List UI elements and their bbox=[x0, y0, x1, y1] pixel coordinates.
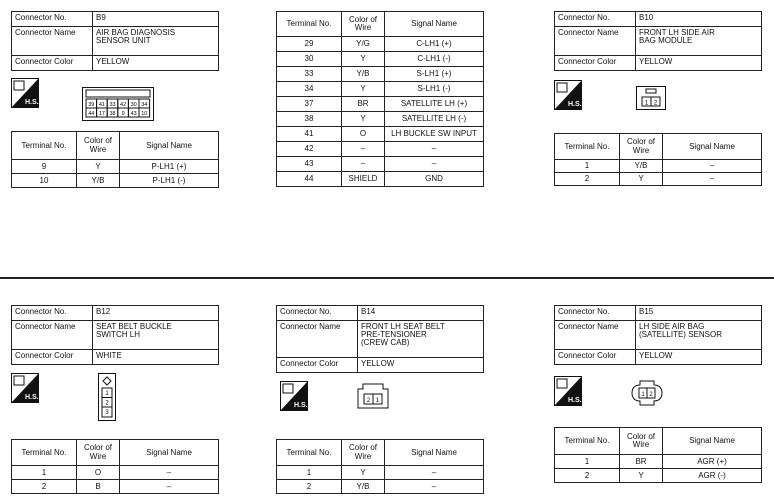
signal-name-cell: AGR (-) bbox=[663, 469, 762, 483]
name-line-2: SWITCH LH bbox=[96, 330, 140, 339]
pin-1: 1 bbox=[375, 398, 380, 404]
header-terminal-no: Terminal No. bbox=[12, 440, 77, 466]
pin-2: 2 bbox=[653, 100, 658, 107]
pin-label: 30 bbox=[130, 102, 137, 108]
pin-label: 17 bbox=[98, 111, 105, 117]
connector-b14-face-icon bbox=[355, 382, 391, 410]
pin-1: 1 bbox=[105, 391, 109, 397]
hs-label: H.S. bbox=[568, 101, 582, 108]
signal-name-cell: – bbox=[120, 480, 219, 494]
table-row bbox=[555, 455, 762, 469]
wire-color-cell: Y/B bbox=[342, 480, 385, 494]
terminal-cell: 9 bbox=[12, 160, 77, 174]
signal-name-cell: S-LH1 (-) bbox=[385, 82, 484, 97]
connector-color-value: YELLOW bbox=[636, 56, 762, 71]
table-row bbox=[277, 157, 484, 172]
wire-color-cell: Y/B bbox=[77, 174, 120, 188]
pin-label: 41 bbox=[98, 102, 105, 108]
connector-no-value: B12 bbox=[93, 306, 219, 321]
signal-name-cell: SATELLITE LH (+) bbox=[385, 97, 484, 112]
header-cw-2: Wire bbox=[354, 451, 372, 461]
table-row bbox=[277, 67, 484, 82]
header-signal-name: Signal Name bbox=[120, 440, 219, 466]
table-row bbox=[12, 466, 219, 480]
signal-name-cell: SATELLITE LH (-) bbox=[385, 112, 484, 127]
header-color-of-wire bbox=[620, 428, 663, 455]
wire-color-cell: B bbox=[77, 480, 120, 494]
connector-b15-face-icon bbox=[630, 378, 664, 408]
name-line-1: SEAT BELT BUCKLE bbox=[96, 322, 172, 331]
connector-b15-info bbox=[554, 305, 762, 365]
terminal-cell: 38 bbox=[277, 112, 342, 127]
pin-label: 42 bbox=[120, 102, 127, 108]
connector-no-value: B15 bbox=[636, 306, 762, 321]
name-line-1: FRONT LH SEAT BELT bbox=[361, 322, 445, 331]
pin-1: 1 bbox=[644, 100, 649, 107]
wire-color-cell: Y bbox=[342, 82, 385, 97]
label-connector-name: Connector Name bbox=[555, 321, 636, 350]
connector-name-value bbox=[93, 321, 219, 350]
wire-color-cell: Y/B bbox=[342, 67, 385, 82]
hs-label: H.S. bbox=[294, 402, 308, 409]
hs-icon bbox=[554, 376, 582, 406]
b12-signal-table bbox=[11, 439, 219, 494]
connector-b14-info bbox=[276, 305, 484, 373]
wire-color-cell: Y/G bbox=[342, 37, 385, 52]
header-cw-2: Wire bbox=[89, 451, 107, 461]
signal-name-cell: GND bbox=[385, 172, 484, 187]
header-cw-1: Color of bbox=[83, 443, 112, 453]
label-connector-no: Connector No. bbox=[555, 12, 636, 27]
signal-name-cell: – bbox=[385, 157, 484, 172]
wire-color-cell: O bbox=[77, 466, 120, 480]
signal-name-cell: P-LH1 (-) bbox=[120, 174, 219, 188]
wire-color-cell: SHIELD bbox=[342, 172, 385, 187]
label-connector-no: Connector No. bbox=[12, 12, 93, 27]
signal-name-cell: – bbox=[385, 466, 484, 480]
label-connector-name: Connector Name bbox=[555, 27, 636, 56]
b15-signal-table bbox=[554, 427, 762, 483]
pin-label: 33 bbox=[109, 102, 116, 108]
wire-color-cell: Y bbox=[342, 112, 385, 127]
wire-color-cell: Y bbox=[342, 466, 385, 480]
connector-color-value: YELLOW bbox=[93, 56, 219, 71]
header-cw-2: Wire bbox=[632, 440, 650, 449]
terminal-cell: 1 bbox=[277, 466, 342, 480]
signal-name-cell: LH BUCKLE SW INPUT bbox=[385, 127, 484, 142]
pin-label: 10 bbox=[141, 111, 148, 117]
pin-label: 44 bbox=[88, 111, 95, 117]
b10-signal-table bbox=[554, 133, 762, 186]
b9-signal-table-left bbox=[11, 131, 219, 188]
terminal-cell: 2 bbox=[12, 480, 77, 494]
name-line-2: (SATELLITE) SENSOR bbox=[639, 330, 722, 339]
table-row bbox=[277, 172, 484, 187]
wire-color-cell: Y bbox=[620, 469, 663, 483]
label-connector-name: Connector Name bbox=[12, 321, 93, 350]
terminal-cell: 30 bbox=[277, 52, 342, 67]
connector-b10-info bbox=[554, 11, 762, 71]
wire-color-cell: Y bbox=[342, 52, 385, 67]
header-cw-1: Color of bbox=[626, 431, 655, 441]
table-row bbox=[277, 82, 484, 97]
terminal-cell: 1 bbox=[555, 160, 620, 173]
terminal-cell: 2 bbox=[555, 173, 620, 186]
terminal-cell: 42 bbox=[277, 142, 342, 157]
connector-no-value: B14 bbox=[358, 306, 484, 321]
table-row bbox=[12, 174, 219, 188]
name-line-1: FRONT LH SIDE AIR bbox=[639, 28, 715, 37]
header-cw-1: Color of bbox=[348, 443, 377, 453]
wire-color-cell: BR bbox=[342, 97, 385, 112]
header-color-of-wire bbox=[77, 440, 120, 466]
header-cw-2: Wire bbox=[632, 145, 650, 155]
connector-name-value bbox=[636, 321, 762, 350]
terminal-cell: 44 bbox=[277, 172, 342, 187]
pin-2: 2 bbox=[366, 398, 371, 404]
wire-color-cell: – bbox=[342, 157, 385, 172]
hs-label: H.S. bbox=[25, 99, 39, 106]
connector-name-value bbox=[636, 27, 762, 56]
table-row bbox=[277, 466, 484, 480]
name-line-1: AIR BAG DIAGNOSIS bbox=[96, 28, 176, 37]
header-color-of-wire bbox=[620, 134, 663, 160]
terminal-cell: 33 bbox=[277, 67, 342, 82]
connector-b12-face-icon bbox=[98, 373, 116, 421]
hs-icon bbox=[11, 78, 39, 108]
wire-color-cell: O bbox=[342, 127, 385, 142]
pin-label: 39 bbox=[88, 102, 95, 108]
hs-icon bbox=[554, 80, 582, 110]
terminal-cell: 1 bbox=[555, 455, 620, 469]
signal-name-cell: – bbox=[663, 160, 762, 173]
connector-b9-face-icon bbox=[82, 87, 154, 121]
label-connector-color: Connector Color bbox=[12, 56, 93, 71]
name-line-2: PRE-TENSIONER bbox=[361, 330, 427, 339]
name-line-1: LH SIDE AIR BAG bbox=[639, 322, 705, 331]
terminal-cell: 10 bbox=[12, 174, 77, 188]
label-connector-no: Connector No. bbox=[277, 306, 358, 321]
hs-label: H.S. bbox=[25, 394, 39, 401]
terminal-cell: 43 bbox=[277, 157, 342, 172]
signal-name-cell: C-LH1 (-) bbox=[385, 52, 484, 67]
table-row bbox=[277, 37, 484, 52]
wire-color-cell: Y bbox=[77, 160, 120, 174]
pin-label: 34 bbox=[141, 102, 148, 108]
header-color-of-wire bbox=[342, 440, 385, 466]
header-cw-1: Color of bbox=[348, 14, 377, 24]
header-cw-1: Color of bbox=[83, 136, 112, 146]
pin-2: 2 bbox=[105, 400, 109, 407]
header-terminal-no: Terminal No. bbox=[12, 132, 77, 160]
b9-signal-table-right bbox=[276, 11, 484, 187]
connector-name-value bbox=[93, 27, 219, 56]
label-connector-color: Connector Color bbox=[12, 350, 93, 365]
terminal-cell: 34 bbox=[277, 82, 342, 97]
header-cw-2: Wire bbox=[89, 144, 107, 154]
connector-color-value: WHITE bbox=[93, 350, 219, 365]
signal-name-cell: C-LH1 (+) bbox=[385, 37, 484, 52]
name-line-2: BAG MODULE bbox=[639, 36, 693, 45]
connector-b12-info bbox=[11, 305, 219, 365]
table-row bbox=[555, 160, 762, 173]
table-row bbox=[12, 160, 219, 174]
wire-color-cell: Y/B bbox=[620, 160, 663, 173]
wire-color-cell: Y bbox=[620, 173, 663, 186]
header-signal-name: Signal Name bbox=[385, 440, 484, 466]
header-color-of-wire bbox=[342, 12, 385, 37]
section-divider bbox=[0, 277, 774, 279]
hs-label: H.S. bbox=[568, 397, 582, 404]
terminal-cell: 41 bbox=[277, 127, 342, 142]
connector-no-value: B9 bbox=[93, 12, 219, 27]
table-row bbox=[277, 480, 484, 494]
header-terminal-no: Terminal No. bbox=[277, 12, 342, 37]
b14-signal-table bbox=[276, 439, 484, 494]
table-row bbox=[12, 480, 219, 494]
terminal-cell: 2 bbox=[277, 480, 342, 494]
signal-name-cell: – bbox=[385, 480, 484, 494]
header-cw-2: Wire bbox=[354, 23, 372, 32]
signal-name-cell: – bbox=[120, 466, 219, 480]
table-row bbox=[277, 52, 484, 67]
connector-b10-face-icon bbox=[636, 86, 666, 110]
table-row bbox=[555, 173, 762, 186]
label-connector-name: Connector Name bbox=[277, 321, 358, 358]
signal-name-cell: AGR (+) bbox=[663, 455, 762, 469]
label-connector-color: Connector Color bbox=[555, 56, 636, 71]
header-signal-name: Signal Name bbox=[120, 132, 219, 160]
header-color-of-wire bbox=[77, 132, 120, 160]
signal-name-cell: S-LH1 (+) bbox=[385, 67, 484, 82]
label-connector-color: Connector Color bbox=[555, 350, 636, 365]
label-connector-color: Connector Color bbox=[277, 358, 358, 373]
signal-name-cell: – bbox=[385, 142, 484, 157]
signal-name-cell: – bbox=[663, 173, 762, 186]
terminal-cell: 2 bbox=[555, 469, 620, 483]
pin-label: 43 bbox=[130, 111, 137, 117]
header-signal-name: Signal Name bbox=[663, 428, 762, 455]
header-signal-name: Signal Name bbox=[663, 134, 762, 160]
hs-icon bbox=[280, 381, 308, 411]
header-cw-1: Color of bbox=[626, 137, 655, 147]
table-row bbox=[555, 469, 762, 483]
connector-color-value: YELLOW bbox=[636, 350, 762, 365]
pin-label: 9 bbox=[121, 111, 125, 117]
pin-1: 1 bbox=[641, 392, 645, 398]
wire-color-cell: – bbox=[342, 142, 385, 157]
table-row bbox=[277, 127, 484, 142]
label-connector-name: Connector Name bbox=[12, 27, 93, 56]
pin-label: 38 bbox=[109, 111, 116, 117]
label-connector-no: Connector No. bbox=[555, 306, 636, 321]
table-row bbox=[277, 112, 484, 127]
terminal-cell: 1 bbox=[12, 466, 77, 480]
header-terminal-no: Terminal No. bbox=[277, 440, 342, 466]
terminal-cell: 37 bbox=[277, 97, 342, 112]
header-terminal-no: Terminal No. bbox=[555, 428, 620, 455]
terminal-cell: 29 bbox=[277, 37, 342, 52]
wire-color-cell: BR bbox=[620, 455, 663, 469]
header-terminal-no: Terminal No. bbox=[555, 134, 620, 160]
connector-color-value: YELLOW bbox=[358, 358, 484, 373]
hs-icon bbox=[11, 373, 39, 403]
signal-name-cell: P-LH1 (+) bbox=[120, 160, 219, 174]
name-line-2: SENSOR UNIT bbox=[96, 36, 151, 45]
connector-b9-info bbox=[11, 11, 219, 71]
header-signal-name: Signal Name bbox=[385, 12, 484, 37]
connector-no-value: B10 bbox=[636, 12, 762, 27]
table-row bbox=[277, 142, 484, 157]
label-connector-no: Connector No. bbox=[12, 306, 93, 321]
pin-3: 3 bbox=[105, 410, 109, 416]
table-row bbox=[277, 97, 484, 112]
name-line-3: (CREW CAB) bbox=[361, 338, 410, 347]
connector-name-value bbox=[358, 321, 484, 358]
pin-2: 2 bbox=[649, 392, 653, 398]
